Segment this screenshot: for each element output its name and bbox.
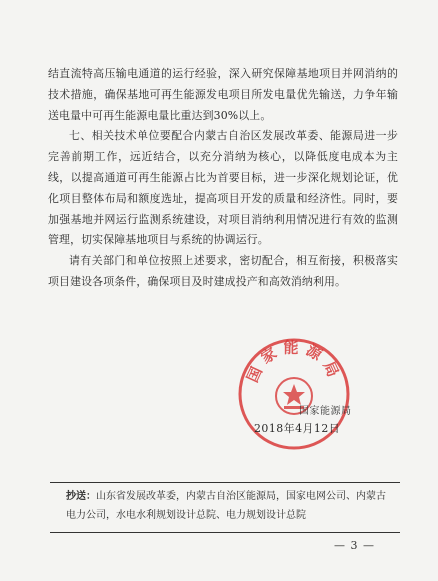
paragraph-3: 请有关部门和单位按照上述要求，密切配合，相互衔接，积极落实项目建设各项条件，确保项目及时建成投产和高效消纳利用。 xyxy=(48,254,398,288)
paragraph-1: 结直流特高压输电通道的运行经验，深入研究保障基地项目并网消纳的技术措施，确保基地可再生能源发电项目所发电量优先输送，力争年输送电量中可再生能源电量比重达到30%以上。 xyxy=(48,67,398,122)
divider-top xyxy=(50,482,400,483)
body-text xyxy=(48,64,398,293)
svg-text:国家能源局: 国家能源局 xyxy=(243,338,345,386)
page-number: — 3 — xyxy=(334,539,375,552)
divider-bottom xyxy=(50,532,400,533)
issue-date: 2018年4月12日 xyxy=(254,422,341,435)
cc-label: 抄送： xyxy=(66,491,96,502)
cc-recipients: 山东省发展改革委，内蒙古自治区能源局，国家电网公司、内蒙古电力公司，水电水利规划设计总院、电力规划设计总院 xyxy=(66,491,386,521)
cc-block xyxy=(66,487,394,525)
paragraph-2: 七、相关技术单位要配合内蒙古自治区发展改革委、能源局进一步完善前期工作，远近结合，以充分消纳为核心，以降低度电成本为主线，以提高通道可再生能源占比为首要目标，进一步深化规划论证，优化项目整体布局和额度选址，提高项目开发的质量和经济性。同时，要加强基地并网运行监测系统建设，对项目消纳利用情况进行有效的监测管理，切实保障基地项目与系统的协调运行。 xyxy=(48,129,398,247)
issuer-name: 国家能源局 xyxy=(299,406,352,417)
